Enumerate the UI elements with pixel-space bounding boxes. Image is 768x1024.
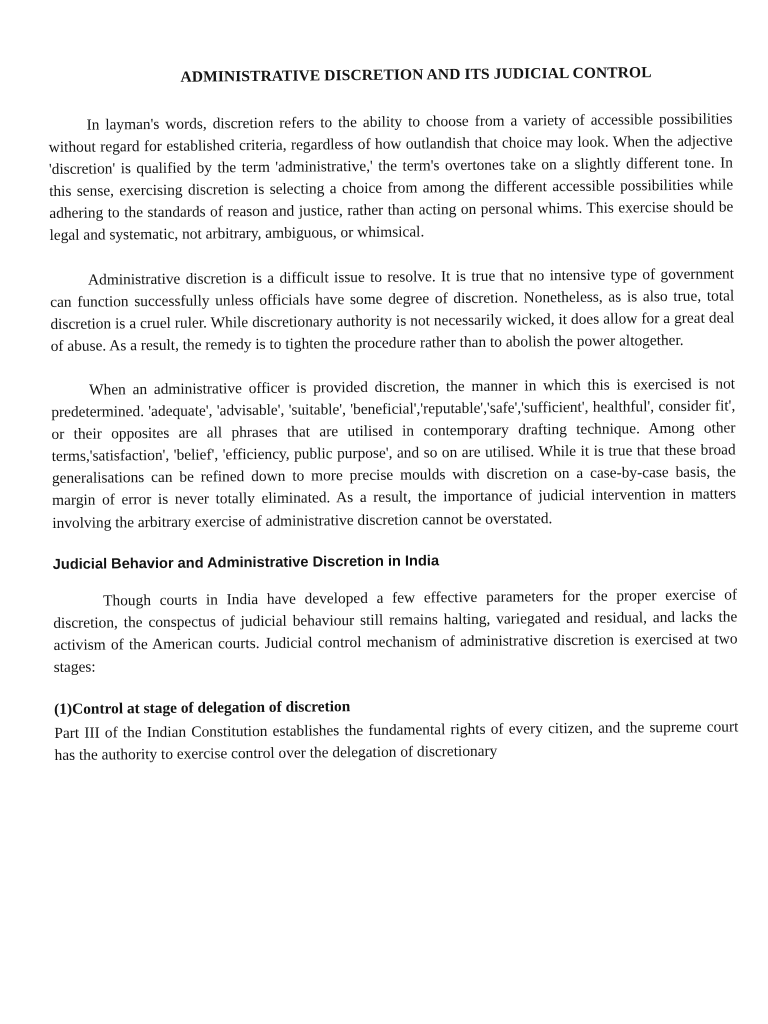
paragraph-courts-in-india: Though courts in India have developed a few effective parameters for the proper exercise of discretion, the conspectus of judicial behaviour still remains halting, variegated and residual, and lacks the activism of the American courts. Judicial control mechanism of administrative discretion is exercised at two stages: (53, 586, 738, 676)
document-page (48, 63, 739, 767)
paragraph-administrative-discretion: Administrative discretion is a difficult issue to resolve. It is true that no intensive type of government can function successfully unless officials have some degree of discretion. Nonetheless, as is also true, total discretion is a cruel ruler. While discretionary authority is not necessarily wicked, it does allow for a great deal of abuse. As a result, the remedy is to tighten the procedure rather than to abolish the power altogether. (50, 264, 735, 355)
paragraph-part-iii-constitution: Part III of the Indian Constitution establishes the fundamental rights of every citizen, and the supreme court has the authority to exercise control over the delegation of discretionary (54, 718, 739, 765)
section-heading: Judicial Behavior and Administrative Discretion in India (52, 552, 440, 573)
paragraph-discretion-definition: In layman's words, discretion refers to the ability to choose from a variety of accessible possibilities without regard for established criteria, regardless of how outlandish that choice may look. When the adjective 'discretion' is qualified by the term 'administrative,' the term's overtones take on a slightly different tone. In this sense, exercising discretion is selecting a choice from among the different accessible possibilities while adhering to the standards of reason and justice, rather than acting on personal whims. This exercise should be legal and systematic, not arbitrary, ambiguous, or whimsical. (48, 110, 734, 245)
paragraph-exercise-of-discretion: When an administrative officer is provided discretion, the manner in which this is exercised is not predetermined. 'adequate', 'advisable', 'suitable', 'beneficial','reputable','safe','sufficient', healthful', consider fit', or their opposites are all phrases that are utilised in contemporary drafting technique. Among other terms,'satisfaction', 'belief', 'efficiency, public purpose', and so on are utilised. While it is true that these broad generalisations can be refined down to more precise moulds with discretion on a case-by-case basis, the margin of error is never totally eliminated. As a result, the importance of judicial intervention in matters involving the arbitrary exercise of administrative discretion cannot be overstated. (51, 375, 737, 532)
document-title: ADMINISTRATIVE DISCRETION AND ITS JUDICIAL CONTROL (180, 64, 652, 86)
subsection-heading: (1)Control at stage of delegation of discretion (54, 698, 351, 718)
